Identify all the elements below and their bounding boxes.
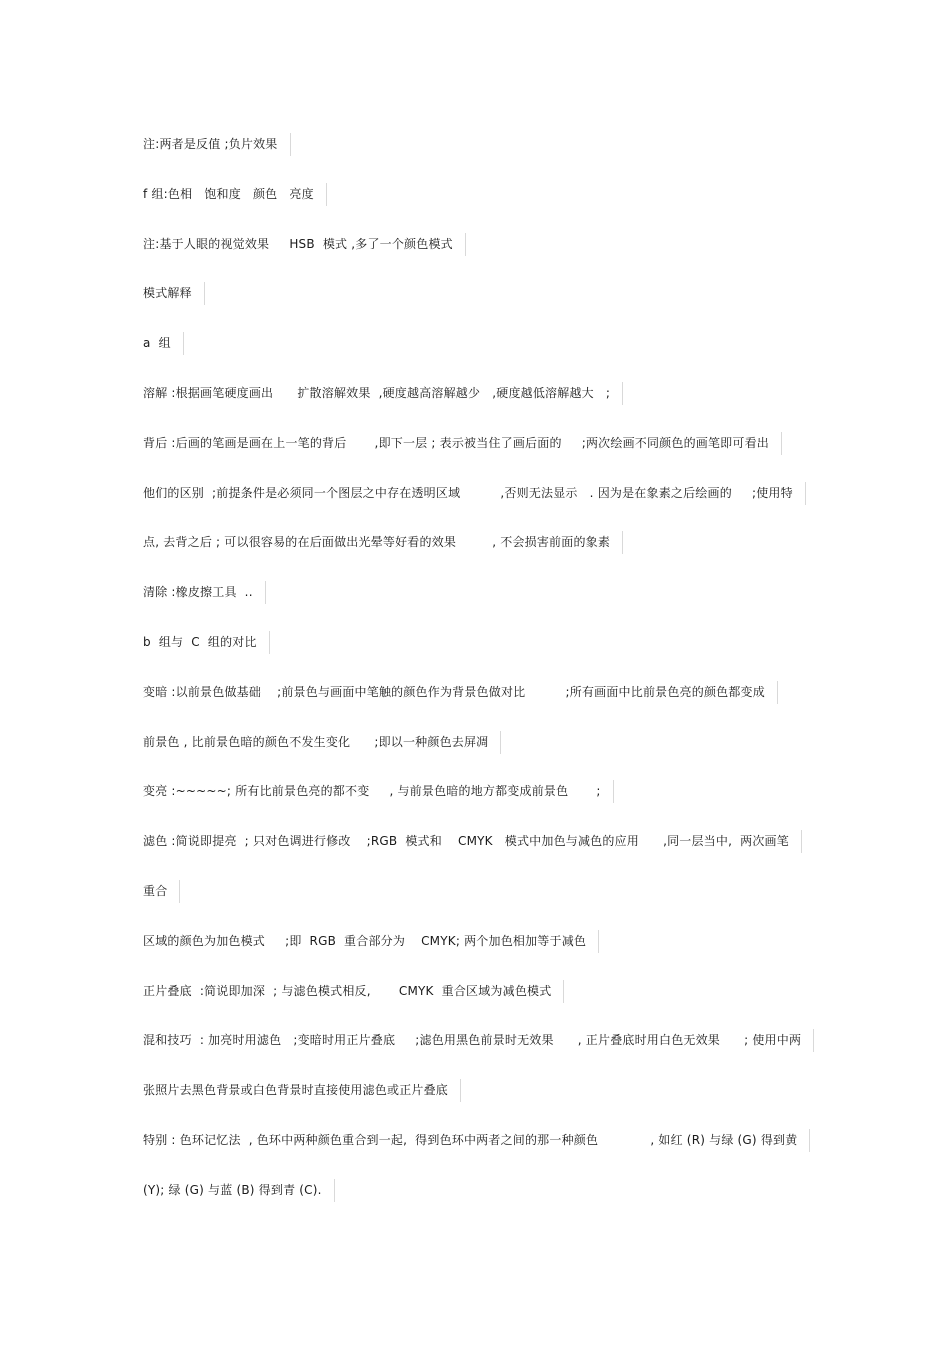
text-line bbox=[143, 681, 808, 704]
text-line-content: 特别 : 色环记忆法 , 色环中两种颜色重合到一起, 得到色环中两者之间的那一种颜色 , 如红 (R) 与绿 (G) 得到黄 bbox=[143, 1129, 810, 1152]
text-line-content: 前景色 , 比前景色暗的颜色不发生变化 ;即以一种颜色去屏凋 bbox=[143, 731, 501, 754]
text-line bbox=[143, 930, 808, 953]
text-line-content: 注:两者是反值 ;负片效果 bbox=[143, 133, 291, 156]
text-line-content: 变暗 :以前景色做基础 ;前景色与画面中笔触的颜色作为背景色做对比 ;所有画面中比前景色亮的颜色都变成 bbox=[143, 681, 778, 704]
text-line bbox=[143, 233, 808, 256]
text-line bbox=[143, 830, 808, 853]
text-line-content: 张照片去黑色背景或白色背景时直接使用滤色或正片叠底 bbox=[143, 1079, 461, 1102]
text-line-content: 混和技巧 : 加亮时用滤色 ;变暗时用正片叠底 ;滤色用黑色前景时无效果 , 正片叠底时用白色无效果 ; 使用中两 bbox=[143, 1029, 814, 1052]
text-line-content: 正片叠底 :简说即加深 ; 与滤色模式相反, CMYK 重合区域为减色模式 bbox=[143, 980, 564, 1003]
text-line bbox=[143, 1079, 808, 1102]
text-line bbox=[143, 731, 808, 754]
text-line-content: 溶解 :根据画笔硬度画出 扩散溶解效果 ,硬度越高溶解越少 ,硬度越低溶解越大 ; bbox=[143, 382, 623, 405]
document-body bbox=[143, 133, 808, 1229]
text-line bbox=[143, 631, 808, 654]
text-line bbox=[143, 1129, 808, 1152]
text-line bbox=[143, 980, 808, 1003]
text-line-content: 清除 :橡皮擦工具 .. bbox=[143, 581, 266, 604]
text-line bbox=[143, 432, 808, 455]
text-line-content: 点, 去背之后 ; 可以很容易的在后面做出光晕等好看的效果 , 不会损害前面的象素 bbox=[143, 531, 623, 554]
text-line bbox=[143, 332, 808, 355]
text-line-content: 模式解释 bbox=[143, 282, 205, 305]
text-line bbox=[143, 382, 808, 405]
text-line-content: 背后 :后画的笔画是画在上一笔的背后 ,即下一层 ; 表示被当住了画后面的 ;两次绘画不同颜色的画笔即可看出 bbox=[143, 432, 782, 455]
text-line-content: a 组 bbox=[143, 332, 184, 355]
text-line-content: 变亮 :~~~~~; 所有比前景色亮的都不变 , 与前景色暗的地方都变成前景色 ; bbox=[143, 780, 614, 803]
text-line bbox=[143, 1029, 808, 1052]
text-line-content: (Y); 绿 (G) 与蓝 (B) 得到青 (C). bbox=[143, 1179, 335, 1202]
text-line bbox=[143, 183, 808, 206]
text-line bbox=[143, 880, 808, 903]
text-line-content: 重合 bbox=[143, 880, 180, 903]
text-line-content: 区域的颜色为加色模式 ;即 RGB 重合部分为 CMYK; 两个加色相加等于减色 bbox=[143, 930, 599, 953]
text-line bbox=[143, 531, 808, 554]
text-line-content: 他们的区别 ;前提条件是必须同一个图层之中存在透明区域 ,否则无法显示 . 因为是在象素之后绘画的 ;使用特 bbox=[143, 482, 806, 505]
text-line-content: 注:基于人眼的视觉效果 HSB 模式 ,多了一个颜色模式 bbox=[143, 233, 466, 256]
text-line bbox=[143, 282, 808, 305]
text-line-content: b 组与 C 组的对比 bbox=[143, 631, 270, 654]
text-line bbox=[143, 780, 808, 803]
text-line bbox=[143, 482, 808, 505]
text-line bbox=[143, 133, 808, 156]
text-line bbox=[143, 581, 808, 604]
text-line-content: f 组:色相 饱和度 颜色 亮度 bbox=[143, 183, 327, 206]
text-line-content: 滤色 :简说即提亮 ; 只对色调进行修改 ;RGB 模式和 CMYK 模式中加色与减色的应用 ,同一层当中, 两次画笔 bbox=[143, 830, 802, 853]
text-line bbox=[143, 1179, 808, 1202]
